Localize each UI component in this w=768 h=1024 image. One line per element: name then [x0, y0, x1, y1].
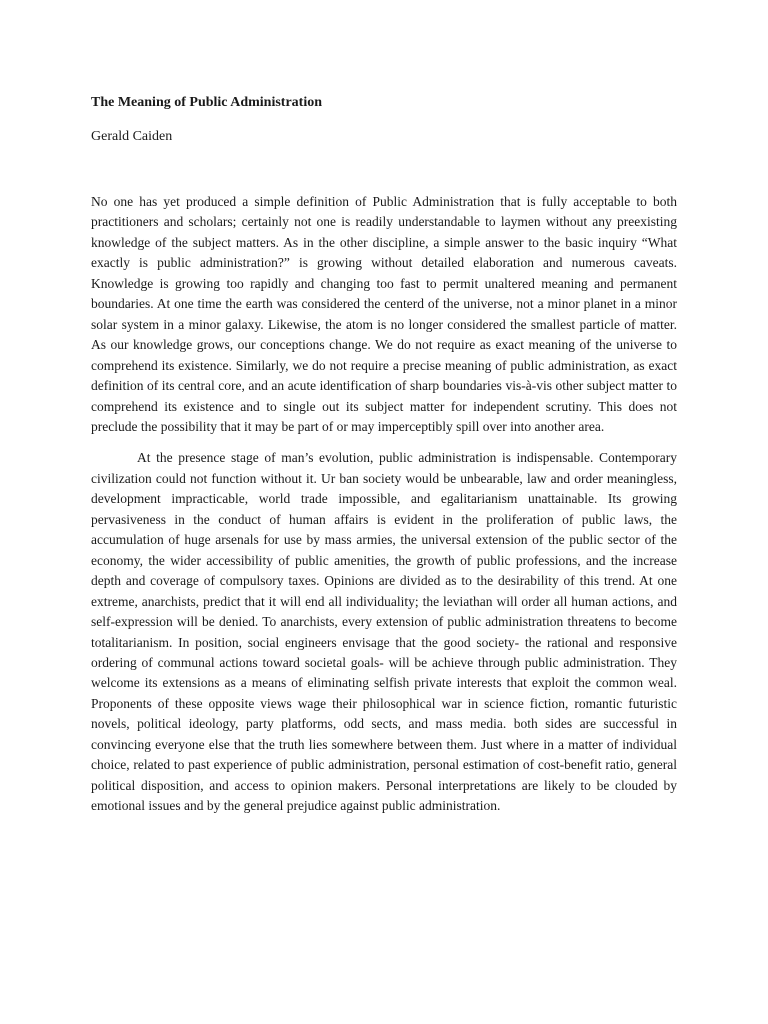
paragraph-1: No one has yet produced a simple definition of Public Administration that is fully acceptable to both practitioners and scholars; certainly not one is readily understandable to laymen without any preexisting knowledge of the subject matters. As in the other discipline, a simple answer to the basic inquiry “What exactly is public administration?” is growing without detailed elaboration and numerous caveats. Knowledge is growing too rapidly and changing too fast to permit unaltered meaning and permanent boundaries. At one time the earth was considered the centerd of the universe, not a minor planet in a minor solar system in a minor galaxy. Likewise, the atom is no longer considered the smallest particle of matter. As our knowledge grows, our conceptions change. We do not require as exact meaning of the universe to comprehend its existence. Similarly, we do not require a precise meaning of public administration, as exact definition of its central core, and an acute identification of sharp boundaries vis-à-vis other subject matter to comprehend its existence and to single out its subject matter for independent scrutiny. This does not preclude the possibility that it may be part of or may imperceptibly spill over into another area.	[91, 194, 677, 434]
document-body	[91, 192, 677, 817]
document-title: The Meaning of Public Administration	[91, 95, 323, 110]
document-author: Gerald Caiden	[91, 129, 173, 144]
paragraph-2: At the presence stage of man’s evolution, public administration is indispensable. Contemporary civilization could not function without it. Ur ban society would be unbearable, law and order meaningless, development impracticable, world trade impossible, and egalitarianism unattainable. Its growing pervasiveness in the conduct of human affairs is evident in the proliferation of public laws, the accumulation of huge arsenals for use by mass armies, the universal extension of the public sector of the economy, the wider accessibility of public amenities, the growth of public professions, and the increase depth and coverage of compulsory taxes. Opinions are divided as to the desirability of this trend. At one extreme, anarchists, predict that it will end all individuality; the leviathan will order all human actions, and self-expression will be denied. To anarchists, every extension of public administration threatens to become totalitarianism. In position, social engineers envisage that the good society- the rational and responsive ordering of communal actions toward societal goals- will be achieve through public administration. They welcome its extensions as a means of eliminating selfish private interests that exploit the common weal. Proponents of these opposite views wage their philosophical war in science fiction, romantic futuristic novels, political ideology, party platforms, odd sects, and mass media. both sides are successful in convincing everyone else that the truth lies somewhere between them. Just where in a matter of individual choice, related to past experience of public administration, personal estimation of cost-benefit ratio, general political disposition, and access to opinion makers. Personal interpretations are likely to be clouded by emotional issues and by the general prejudice against public administration.	[91, 450, 677, 814]
